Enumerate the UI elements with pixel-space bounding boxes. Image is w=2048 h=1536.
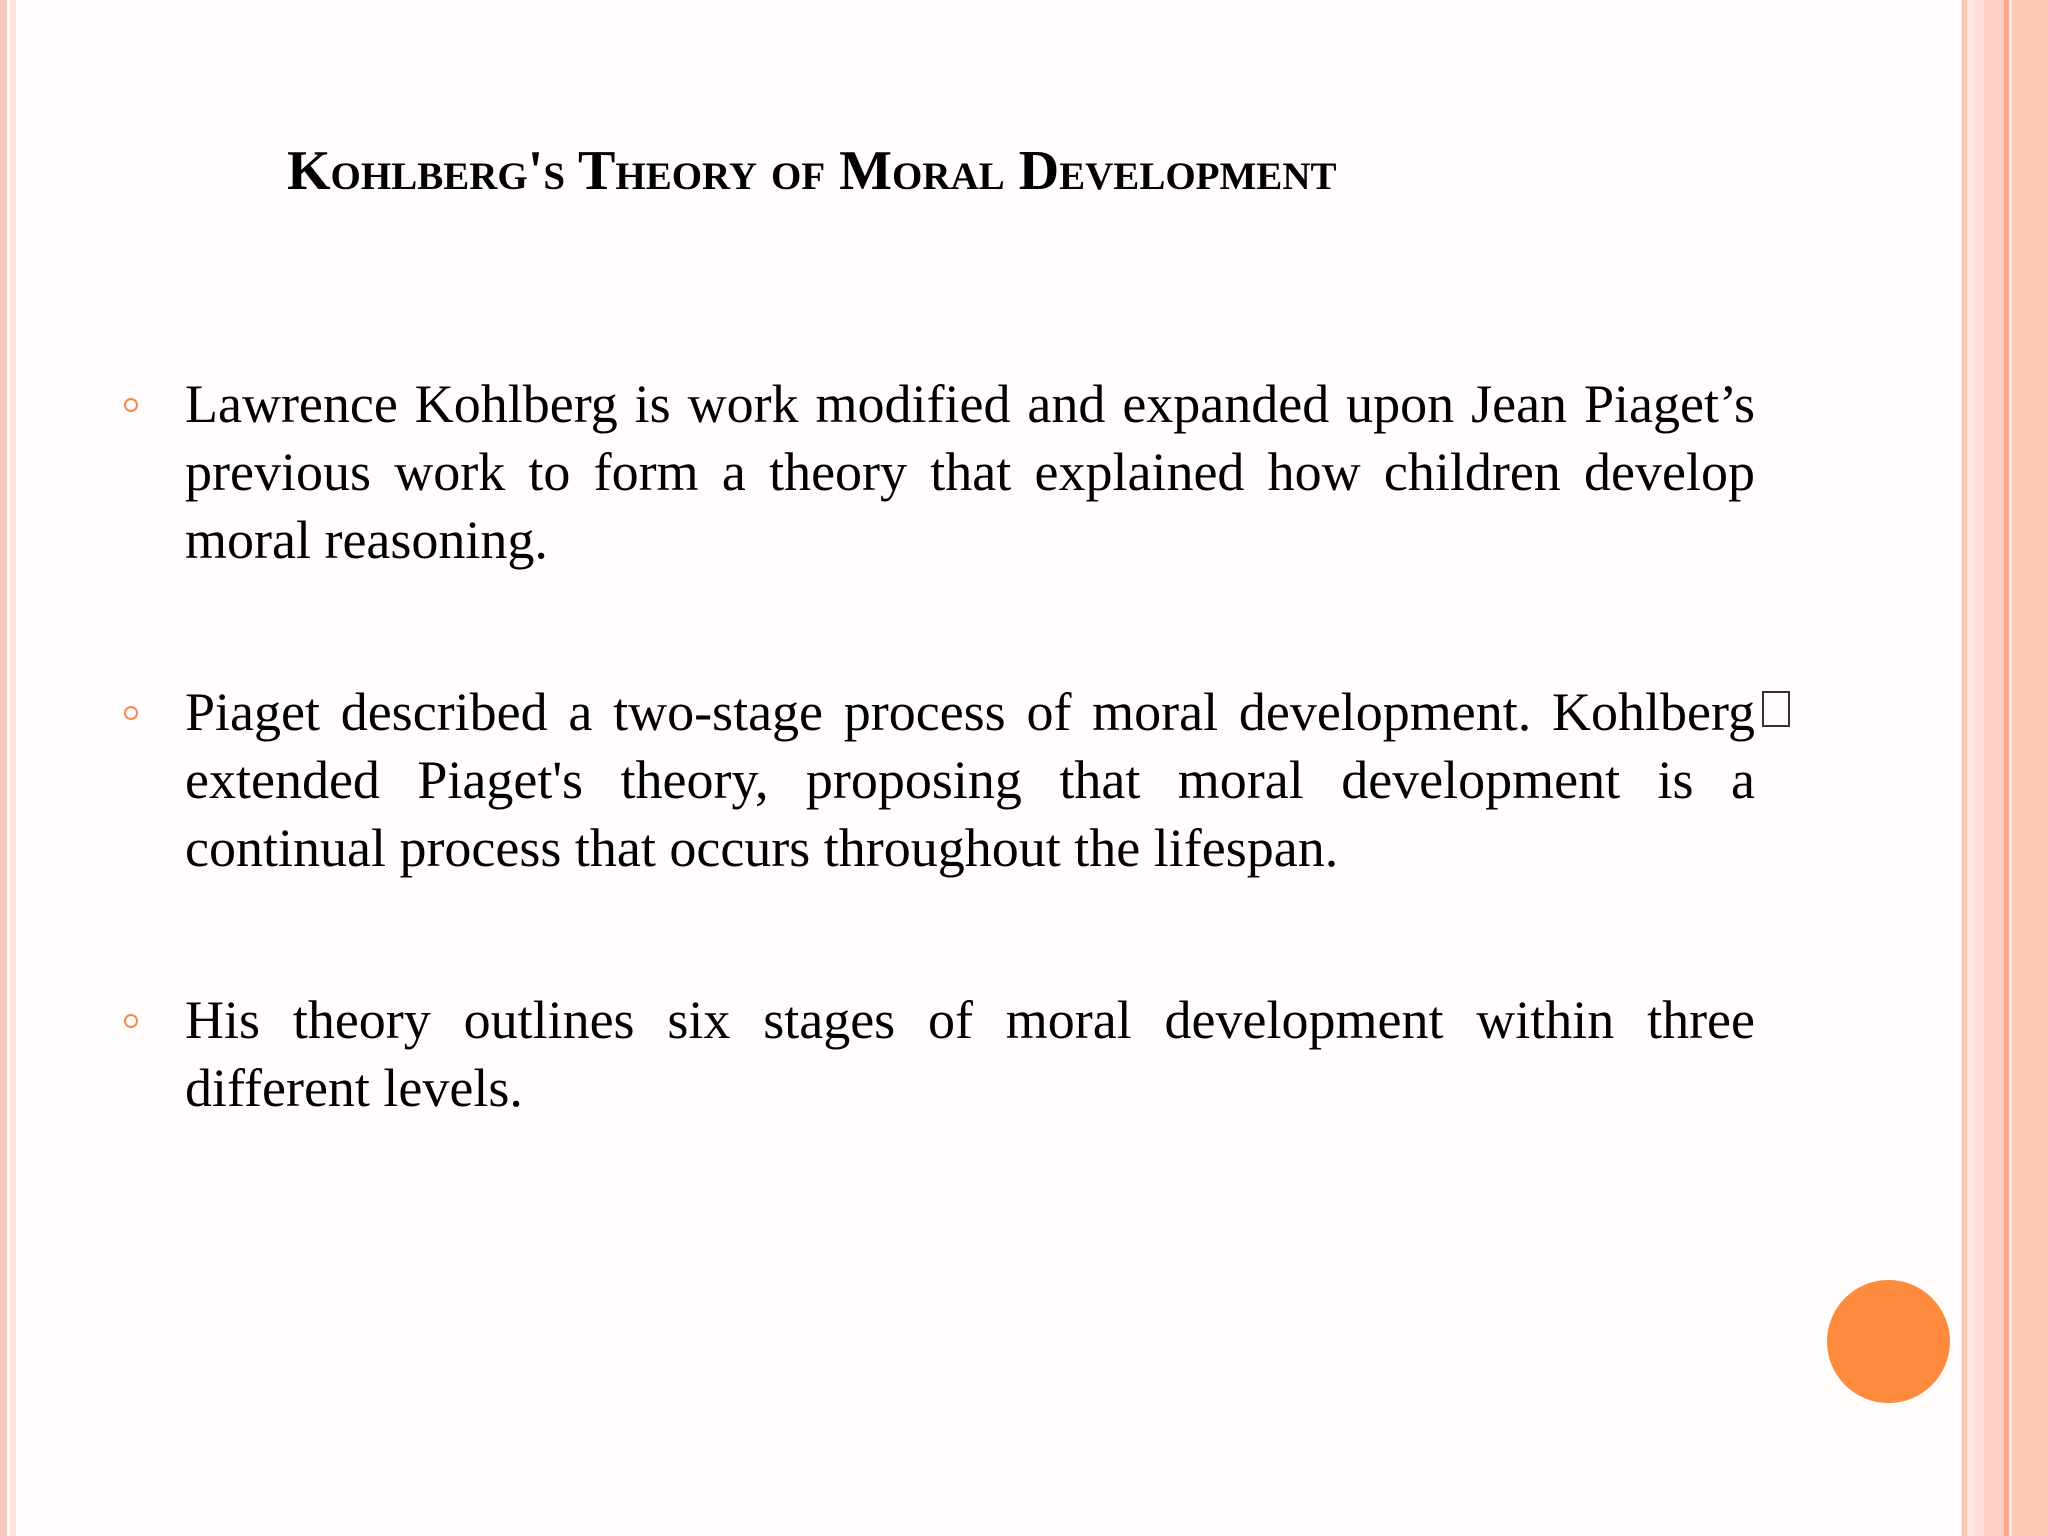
- hollow-circle-icon: [124, 706, 138, 720]
- right-decorative-bar: [1962, 0, 1967, 1536]
- orange-circle-icon: [1827, 1280, 1950, 1403]
- right-decorative-bar: [2012, 0, 2048, 1536]
- bullet-item: [110, 986, 1755, 1122]
- bullet-list: [110, 370, 1755, 1122]
- bullet-text: His theory outlines six stages of moral development within three different levels.: [185, 990, 1755, 1118]
- right-decorative-bar: [1984, 0, 2004, 1536]
- right-decorative-bar: [1974, 0, 1984, 1536]
- bullet-item: [110, 678, 1755, 882]
- right-decorative-bar: [2004, 0, 2009, 1536]
- hollow-circle-icon: [124, 398, 138, 412]
- bullet-text: Piaget described a two-stage process of moral development. Kohlberg extended Piaget's theory, proposing that moral development is a continual process that occurs throughout the lifespan.: [185, 682, 1755, 878]
- slide-title: Kohlberg's Theory of Moral Development: [287, 140, 1337, 202]
- hollow-circle-icon: [124, 1014, 138, 1028]
- left-edge-stripe-inner: [10, 0, 16, 1536]
- left-edge-stripe: [0, 0, 7, 1536]
- missing-glyph-box-icon: [1762, 691, 1790, 727]
- bullet-text: Lawrence Kohlberg is work modified and expanded upon Jean Piaget’s previous work to form a theory that explained how children develop moral reasoning.: [185, 374, 1755, 570]
- bullet-item: [110, 370, 1755, 574]
